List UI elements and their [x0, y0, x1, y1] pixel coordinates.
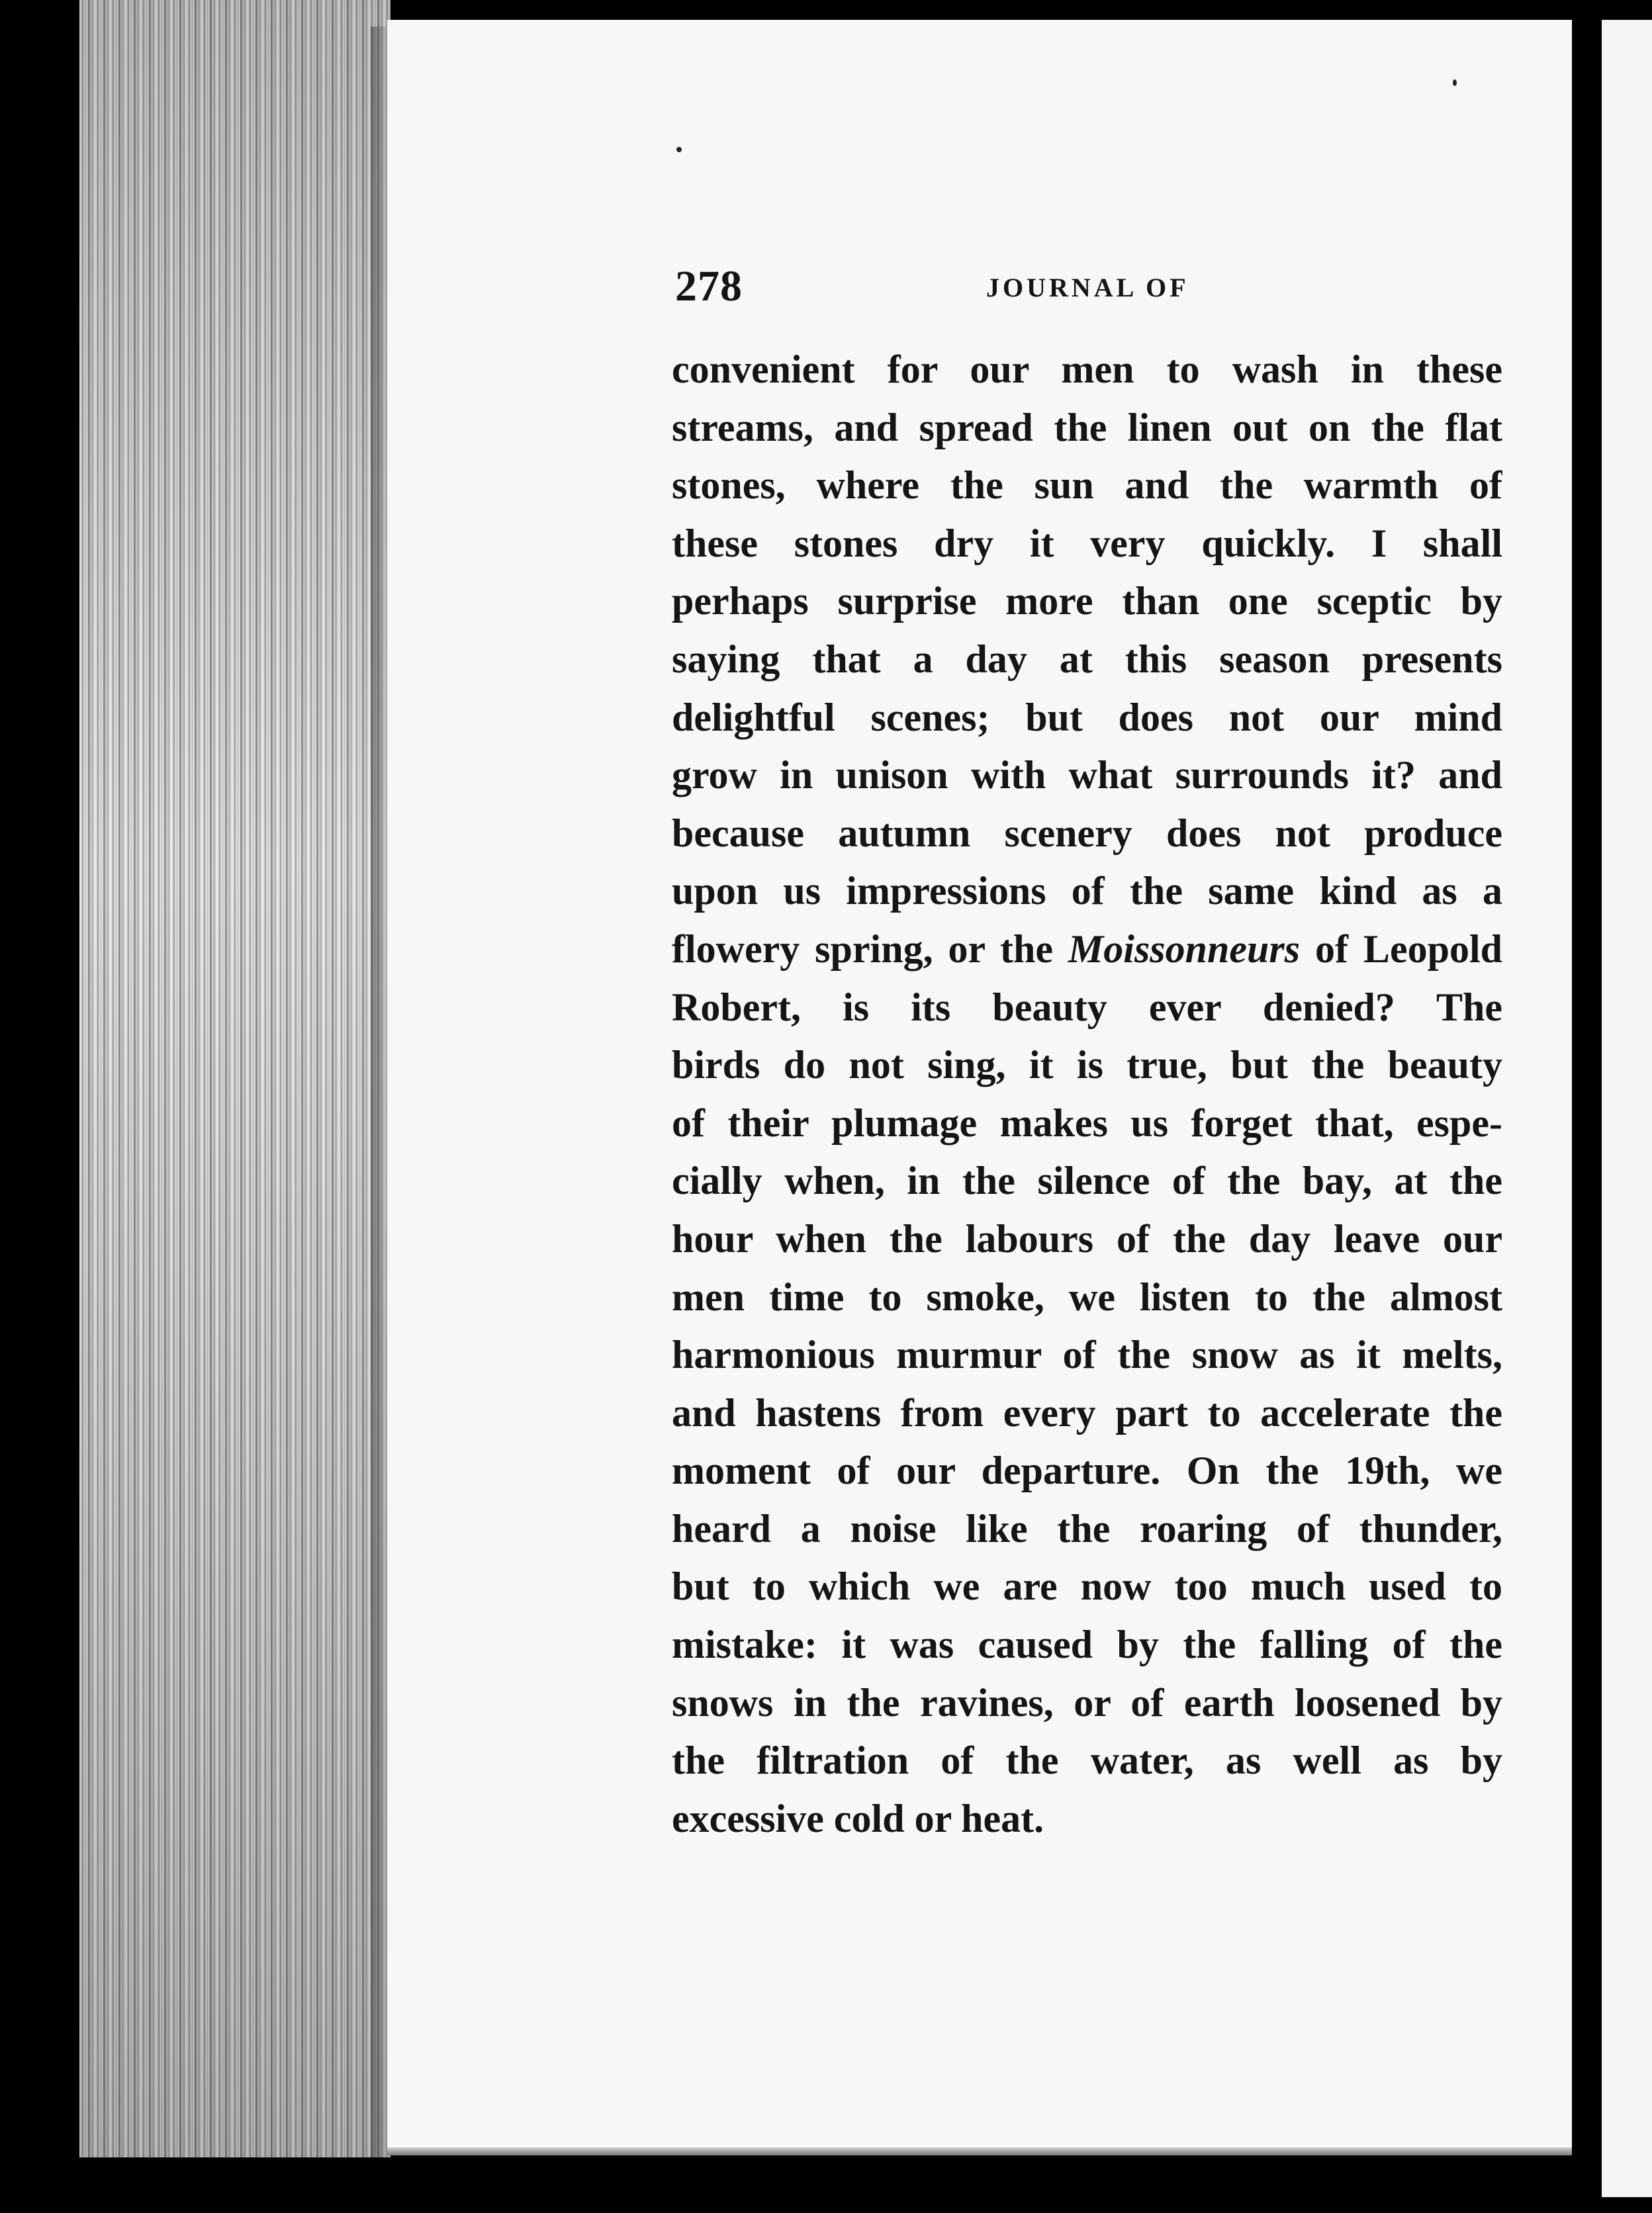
text-line: moment of our departure. On the 19th, we — [672, 1449, 1502, 1493]
text-line — [672, 921, 1502, 979]
text-line: harmonious murmur of the snow as it melts, — [672, 1333, 1502, 1377]
text-line: saying that a day at this season presents — [672, 637, 1502, 681]
text-line: men time to smoke, we listen to the almost — [672, 1275, 1502, 1319]
text-line: but to which we are now too much used to — [672, 1564, 1502, 1609]
text-line: excessive cold or heat. — [672, 1796, 1044, 1840]
text-run: flowery spring, or the — [672, 926, 1068, 971]
text-line: upon us impressions of the same kind as a — [672, 869, 1502, 913]
text-line: delightful scenes; but does not our mind — [672, 695, 1502, 739]
page-bottom-edge — [387, 2147, 1572, 2155]
text-line: stones, where the sun and the warmth of — [672, 463, 1502, 508]
body-text — [672, 341, 1502, 1848]
text-line: these stones dry it very quickly. I shall — [672, 521, 1502, 565]
page-header — [675, 261, 1502, 314]
text-line: heard a noise like the roaring of thunder, — [672, 1506, 1502, 1551]
text-line: cially when, in the silence of the bay, at the — [672, 1159, 1502, 1203]
text-line: streams, and spread the linen out on the flat — [672, 405, 1502, 449]
text-line: grow in unison with what surrounds it? and — [672, 753, 1502, 797]
running-head: JOURNAL OF — [986, 273, 1189, 302]
text-line: and hastens from every part to accelerate the — [672, 1390, 1502, 1435]
text-line: perhaps surprise more than one sceptic by — [672, 579, 1502, 623]
text-line: Robert, is its beauty ever denied? The — [672, 985, 1502, 1029]
text-line: because autumn scenery does not produce — [672, 811, 1502, 855]
text-line: convenient for our men to wash in these — [672, 347, 1502, 391]
text-line: mistake: it was caused by the falling of the — [672, 1623, 1502, 1667]
text-line: the filtration of the water, as well as by — [672, 1739, 1502, 1783]
text-line: birds do not sing, it is true, but the beauty — [672, 1043, 1502, 1087]
dust-speck — [1453, 79, 1457, 86]
italic-title: Moissonneurs — [1068, 926, 1301, 971]
text-line: of their plumage makes us forget that, espe- — [672, 1101, 1502, 1145]
page-number: 278 — [675, 262, 743, 310]
text-line: snows in the ravines, or of earth loosened by — [672, 1680, 1502, 1725]
page-edges — [79, 0, 390, 2157]
text-line: hour when the labours of the day leave our — [672, 1216, 1502, 1261]
text-run: of Leopold — [1300, 926, 1502, 971]
dust-speck — [676, 147, 682, 152]
next-page-edge — [1602, 20, 1652, 2197]
